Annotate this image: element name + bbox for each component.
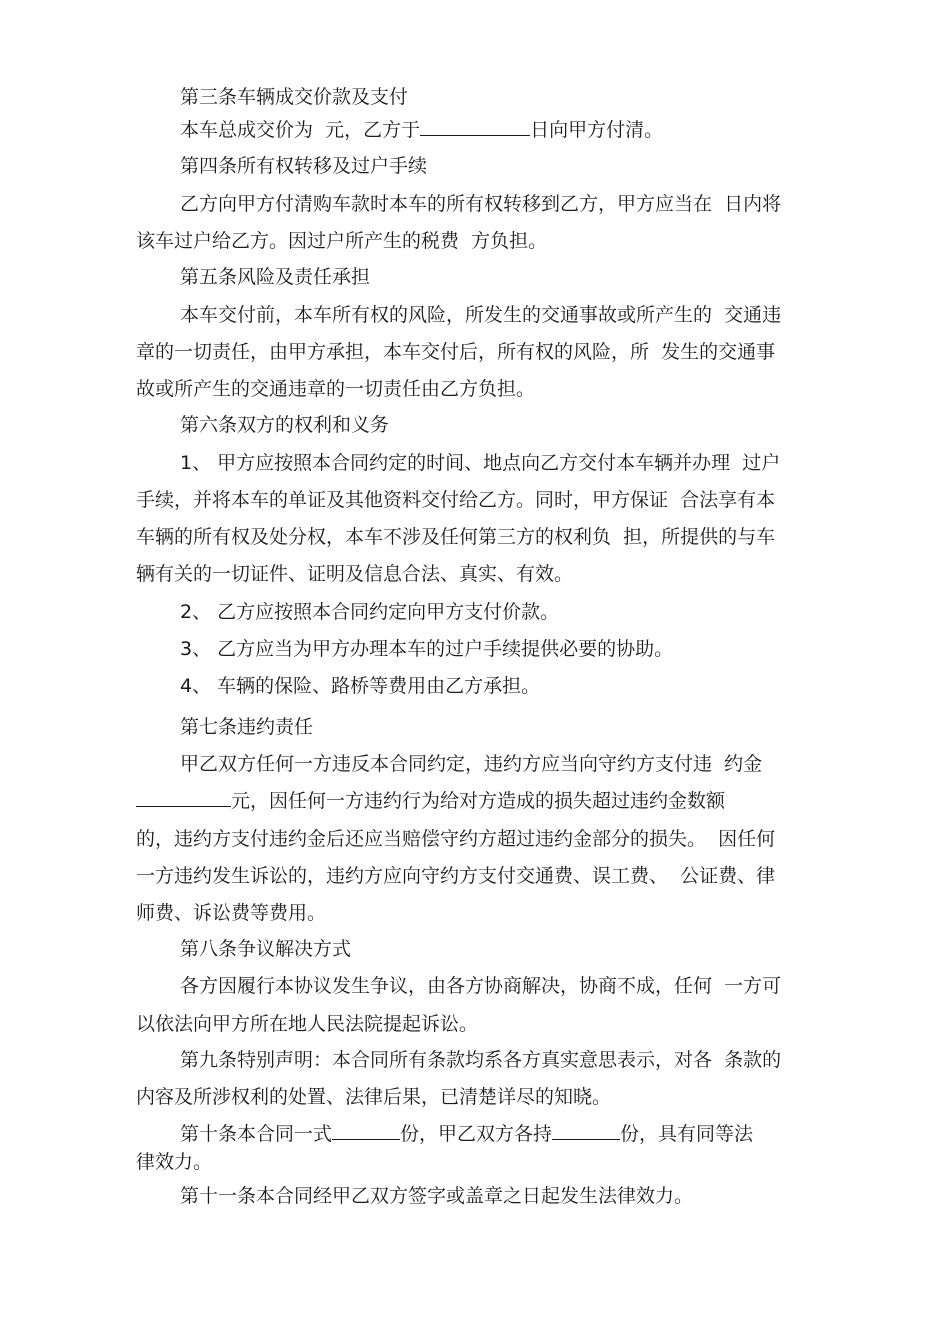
article-5-title: 第五条风险及责任承担 (180, 266, 371, 288)
article-5-line-1: 本车交付前，本车所有权的风险，所发生的交通事故或所产生的 交通违 (180, 304, 782, 326)
article-7-line-5: 师费、诉讼费等费用。 (136, 902, 327, 924)
copies-total-blank[interactable] (332, 1121, 400, 1140)
article-6-item-1-line-2: 手续，并将本车的单证及其他资料交付给乙方。同时，甲方保证 合法享有本 (136, 489, 776, 511)
article-6-item-4: 4、 车辆的保险、路桥等费用由乙方承担。 (180, 675, 541, 697)
article-3-title: 第三条车辆成交价款及支付 (180, 86, 409, 108)
article-7-title: 第七条违约责任 (180, 716, 314, 738)
article-6-item-2: 2、 乙方应按照本合同约定向甲方支付价款。 (180, 601, 560, 623)
article-5-line-2: 章的一切责任，由甲方承担，本车交付后，所有权的风险，所 发生的交通事 (136, 341, 776, 363)
article-6-item-1-line-3: 车辆的所有权及处分权，本车不涉及任何第三方的权利负 担，所提供的与车 (136, 526, 776, 548)
article-6-item-3: 3、 乙方应当为甲方办理本车的过户手续提供必要的协助。 (180, 638, 674, 660)
article-10-line-1: 第十条本合同一式 份，甲乙双方各持 份，具有同等法 (180, 1123, 754, 1145)
article-4-line-1: 乙方向甲方付清购车款时本车的所有权转移到乙方，甲方应当在 日内将 (180, 193, 782, 215)
article-10-line-2: 律效力。 (136, 1151, 213, 1173)
article-9-line-2: 内容及所涉权利的处置、法律后果，已清楚详尽的知晓。 (136, 1086, 612, 1108)
article-7-line-2: 元，因任何一方违约行为给对方造成的损失超过违约金数额 (136, 788, 725, 814)
article-6-item-1-line-1: 1、 甲方应按照本合同约定的时间、地点向乙方交付本车辆并办理 过户 (180, 452, 781, 474)
article-7-line-4: 一方违约发生诉讼的，违约方应向守约方支付交通费、误工费、 公证费、律 (136, 865, 776, 887)
article-8-line-2: 以依法向甲方所在地人民法院提起诉讼。 (136, 1013, 479, 1035)
article-5-line-3: 故或所产生的交通违章的一切责任由乙方负担。 (136, 378, 536, 400)
article-8-title: 第八条争议解决方式 (180, 938, 352, 960)
article-4-line-2: 该车过户给乙方。因过户所产生的税费 方负担。 (136, 230, 548, 252)
article-11-line-1: 第十一条本合同经甲乙双方签字或盖章之日起发生法律效力。 (180, 1185, 694, 1207)
article-9-line-1: 第九条特别声明：本合同所有条款均系各方真实意思表示，对各 条款的 (180, 1049, 782, 1071)
price-date-blank[interactable] (420, 117, 530, 136)
article-8-line-1: 各方因履行本协议发生争议，由各方协商解决，协商不成，任何 一方可 (180, 975, 782, 997)
copies-each-blank[interactable] (552, 1121, 620, 1140)
article-7-line-1: 甲乙双方任何一方违反本合同约定，违约方应当向守约方支付违 约金 (180, 753, 763, 775)
article-6-item-1-line-4: 辆有关的一切证件、证明及信息合法、真实、有效。 (136, 563, 574, 585)
penalty-amount-blank[interactable] (136, 788, 231, 807)
article-7-line-3: 的，违约方支付违约金后还应当赔偿守约方超过违约金部分的损失。 因任何 (136, 828, 776, 850)
article-3-line-1: 本车总成交价为 元，乙方于 日向甲方付清。 (180, 119, 664, 141)
article-6-title: 第六条双方的权利和义务 (180, 414, 390, 436)
article-4-title: 第四条所有权转移及过户手续 (180, 155, 428, 177)
